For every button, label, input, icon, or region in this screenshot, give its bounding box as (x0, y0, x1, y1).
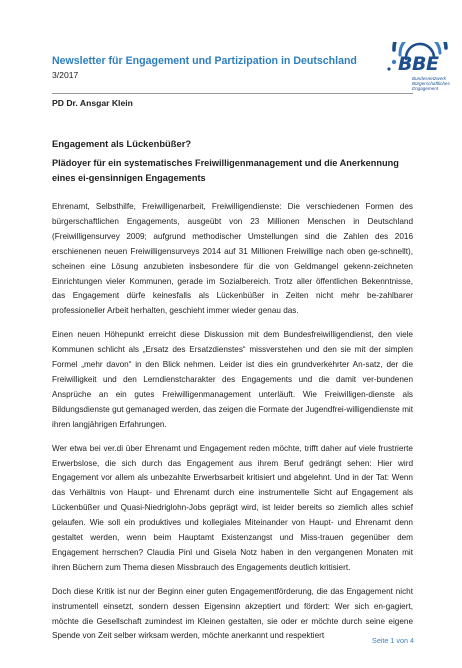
author-name: PD Dr. Ansgar Klein (52, 98, 133, 108)
body-paragraph: Wer etwa bei ver.di über Ehrenamt und Engagement reden möchte, trifft daher auf viele frustrierte Erwerbslose, die sich durch das Engagement aus ihrem Beruf gedrängt sehen: Hier wird Engagement vor allem als unbezahlte Erwerbsarbeit kritisiert und abgelehnt. Und in der Tat: Wenn das Verhältnis von Haupt- und Ehrenamt durch eine instrumentelle Sicht auf Engagement als Lückenbüßer und Quasi-Niedriglohn-Jobs geprägt wird, ist leider bereits so ziemlich alles schief gelaufen. Wie soll ein produktives und kollegiales Miteinander von Haupt- und Ehrenamt denn gestaltet werden, wenn beim Hauptamt Existenzangst und Miss-trauen gegenüber dem Engagement herrschen? Claudia Pinl und Gisela Notz haben in den vergangenen Monaten mit ihren Büchern zum Thema diesen Missbrauch des Engagements deutlich kritisiert. (52, 443, 413, 572)
issue-number: 3/2017 (52, 70, 79, 80)
article-title: Engagement als Lückenbüßer? (52, 138, 192, 149)
page-number: Seite 1 von 4 (372, 636, 414, 645)
newsletter-title: Newsletter für Engagement und Partizipation in Deutschland (52, 55, 357, 67)
bbe-logo (384, 42, 456, 100)
body-paragraph: Einen neuen Höhepunkt erreicht diese Diskussion mit dem Bundesfreiwilligendienst, den viele Kommunen schlicht als „Ersatz des Ersatzdienstes“ missverstehen und den sie mit der simplen Formel „mehr davon“ in den Blick nehmen. Leider ist dies ein grundverkehrter An-satz, der die Freiwilligkeit und den Lerndienstcharakter des Engagements und die damit ver-bundenen Ansprüche an ein gutes Freiwilligenmanagement unterläuft. Wie Freiwilligen-dienste als Bildungsdienste gut gemanaged werden, das zeigen die Formate der Jugendfrei-willigendienste mit ihren langjährigen Erfahrungen. (52, 330, 413, 429)
body-paragraph: Doch diese Kritik ist nur der Beginn einer guten Engagementförderung, die das Engagement nicht instrumentell einsetzt, sondern dessen Eigensinn akzeptiert und fördert: Wer sich en-gagiert, möchte die Gesellschaft zumindest im Kleinen gestalten, sie oder er möchte durch seine eigene Spende von Zeit selber wirksam werden, möchte anerkannt und respektiert (52, 586, 413, 641)
body-paragraph: Ehrenamt, Selbsthilfe, Freiwilligenarbeit, Freiwilligendienste: Die verschiedenen Formen des bürgerschaftlichen Engagements, ausgeübt von 23 Millionen Menschen in Deutschland (Freiwilligensurvey 2009; aufgrund methodischer Umstellungen sind die Zahlen des 2016 erschienenen neuen Freiwilligensurveys 2014 auf 31 Millionen Freiwillige nach oben ge-schnellt), scheinen eine Lösung anzubieten insbesondere für die von Geldmangel gekenn-zeichneten Einrichtungen vieler Kommunen, gerade im Sozialbereich. Trotz aller öffentlichen Bekenntnisse, das Engagement dürfe keinesfalls als Lückenbüßer in Zeiten nicht mehr be-zahlbarer professioneller Arbeit herhalten, geschieht immer wieder genau das. (52, 202, 413, 316)
article-body (52, 200, 413, 644)
article-subtitle: Plädoyer für ein systematisches Freiwilligenmanagement und die Anerkennung eines ei-gensinnigen Engagements (52, 158, 399, 183)
logo-subtitle: Bundesnetzwerk Bürgerschaftliches Engagement (412, 76, 450, 92)
header-divider (52, 93, 413, 94)
logo-wordmark: BBE (398, 53, 439, 75)
